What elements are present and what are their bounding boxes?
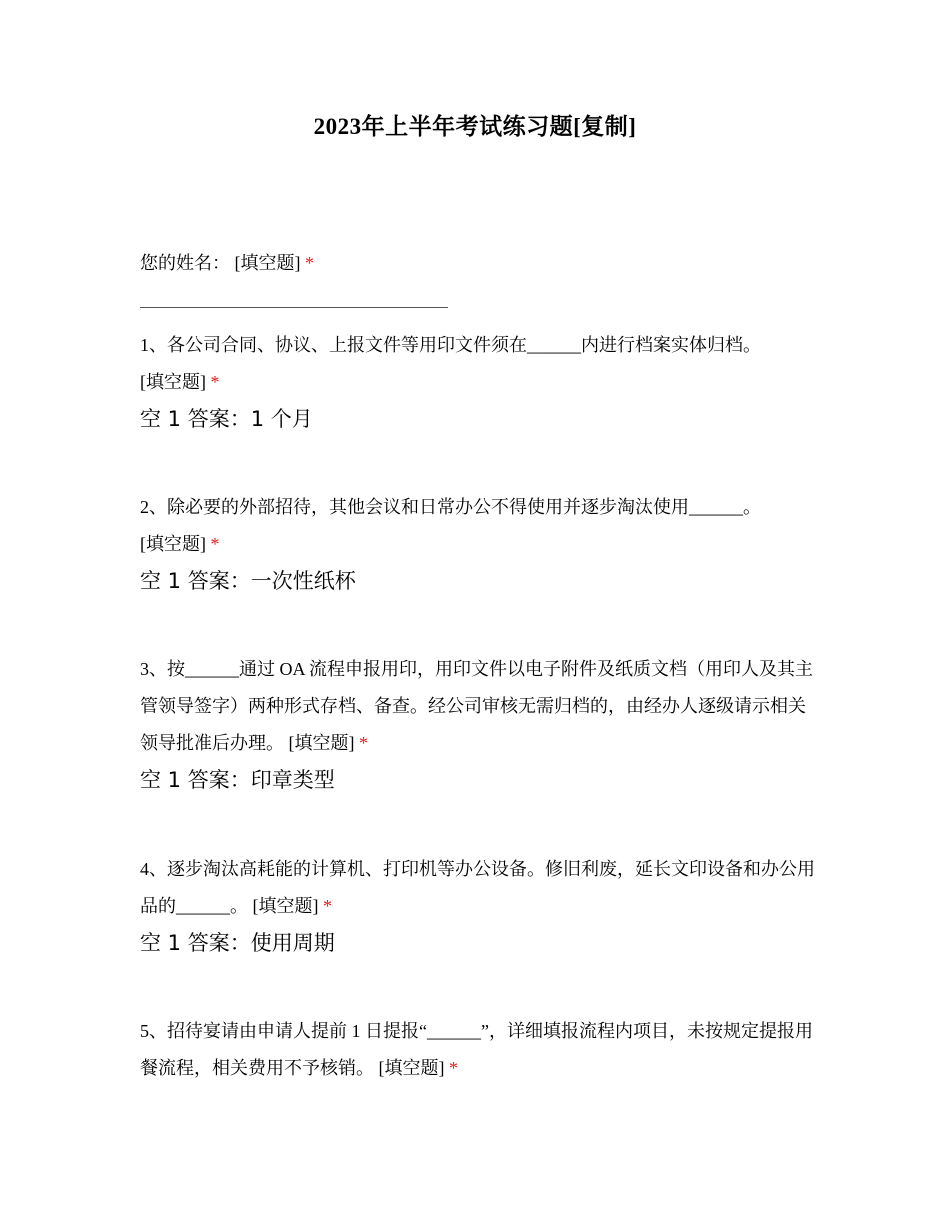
question-type-tag: [填空题]	[378, 1058, 445, 1078]
question-text: 3、按______通过 OA 流程申报用印，用印文件以电子附件及纸质文档（用印人及其主管领导签字）两种形式存档、备查。经公司审核无需归档的，由经办人逐级请示相关领导批准后办理。	[140, 659, 814, 753]
question-type-tag: [填空题]	[288, 733, 355, 753]
page-title: 2023年上半年考试练习题[复制]	[313, 114, 637, 139]
required-mark: *	[449, 1058, 458, 1078]
question-5	[140, 1013, 820, 1087]
answer-text: 空 1 答案：一次性纸杯	[140, 569, 356, 593]
name-label: 您的姓名：	[140, 253, 230, 273]
name-input-line[interactable]	[140, 307, 448, 308]
answer-text: 空 1 答案：使用周期	[140, 931, 335, 955]
answer-text: 空 1 答案：1 个月	[140, 407, 313, 431]
question-1	[140, 327, 820, 437]
name-question	[140, 245, 314, 282]
question-text: 1、各公司合同、协议、上报文件等用印文件须在______内进行档案实体归档。	[140, 335, 761, 355]
question-text: 2、除必要的外部招待，其他会议和日常办公不得使用并逐步淘汰使用______。	[140, 497, 761, 517]
question-type-tag: [填空题]	[140, 534, 206, 554]
required-mark: *	[323, 896, 332, 916]
question-2	[140, 489, 820, 599]
question-type-tag: [填空题]	[252, 896, 319, 916]
required-mark: *	[210, 372, 220, 392]
question-type-tag: [填空题]	[234, 253, 301, 273]
question-text: 5、招待宴请由申请人提前 1 日提报“______”，详细填报流程内项目，未按规定提报用餐流程，相关费用不予核销。	[140, 1021, 813, 1078]
answer-text: 空 1 答案：印章类型	[140, 768, 335, 792]
required-mark: *	[210, 534, 220, 554]
required-mark: *	[305, 253, 314, 273]
question-text: 4、逐步淘汰高耗能的计算机、打印机等办公设备。修旧利废，延长文印设备和办公用品的______。	[140, 859, 815, 916]
required-mark: *	[359, 733, 368, 753]
question-3	[140, 651, 820, 798]
question-type-tag: [填空题]	[140, 372, 206, 392]
question-4	[140, 851, 820, 961]
